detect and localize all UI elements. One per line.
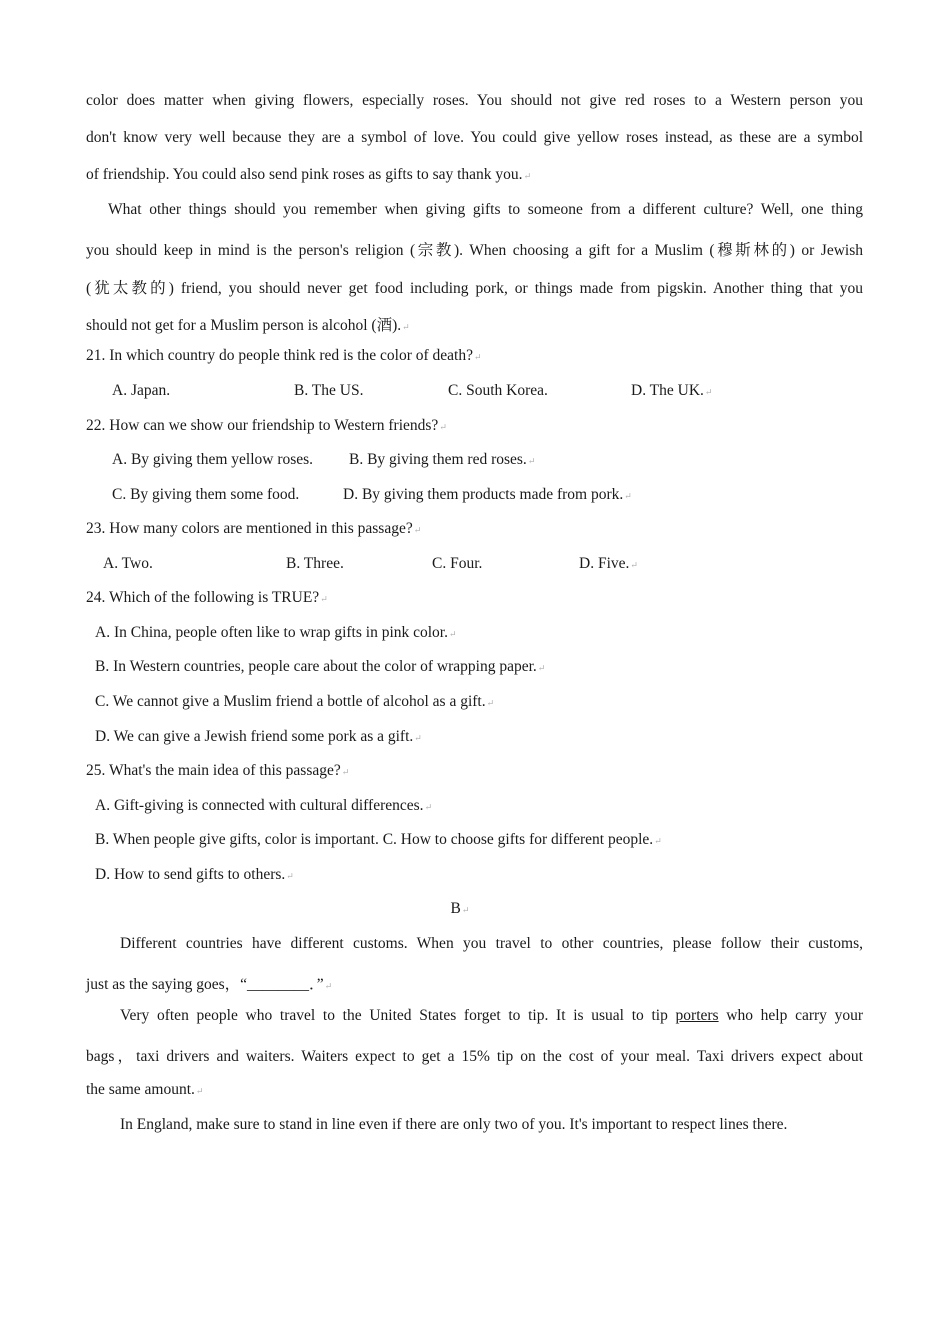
q25-option-b-c-text: B. When people give gifts, color is important. C. How to choose gifts for different people. bbox=[95, 831, 654, 848]
q25-option-d-text: D. How to send gifts to others. bbox=[95, 866, 286, 883]
passage-b-heading bbox=[0, 900, 920, 918]
underlined-word: porters bbox=[675, 1007, 719, 1024]
passage-a-p2-line4-text: should not get for a Muslim person is alcohol (酒). bbox=[86, 317, 402, 334]
paragraph-mark: ↵ bbox=[537, 663, 546, 673]
q24-option-d bbox=[95, 728, 422, 746]
q24-option-c bbox=[95, 693, 494, 711]
q25-option-a-text: A. Gift-giving is connected with cultural differences. bbox=[95, 797, 424, 814]
paragraph-mark: ↵ bbox=[320, 594, 328, 604]
paragraph-mark: ↵ bbox=[473, 352, 482, 362]
q21-option-b: B. The US. bbox=[294, 382, 364, 399]
paragraph-mark: ↵ bbox=[195, 1086, 204, 1096]
paragraph-mark: ↵ bbox=[324, 981, 333, 991]
passage-a-p2-line3: (犹太教的) friend, you should never get food including pork, or things made from pigskin. Another thing that you bbox=[86, 280, 863, 297]
paragraph-mark: ↵ bbox=[449, 629, 457, 639]
paragraph-mark: ↵ bbox=[424, 802, 433, 812]
paragraph-mark: ↵ bbox=[414, 733, 422, 743]
paragraph-mark: ↵ bbox=[527, 456, 536, 466]
q23-option-a: A. Two. bbox=[103, 555, 153, 572]
passage-a-p1-line3-text: of friendship. You could also send pink roses as gifts to say thank you. bbox=[86, 166, 523, 183]
q21-option-a: A. Japan. bbox=[112, 382, 171, 399]
question-21 bbox=[86, 347, 482, 365]
q22-option-b-text: B. By giving them red roses. bbox=[349, 451, 527, 468]
q25-option-b-c bbox=[95, 831, 662, 849]
passage-b-p3: In England, make sure to stand in line even if there are only two of you. It's important to respect lines there. bbox=[120, 1116, 788, 1133]
paragraph-mark: ↵ bbox=[341, 767, 350, 777]
passage-b-p2-line1-after: who help carry your bbox=[718, 1007, 864, 1024]
paragraph-mark: ↵ bbox=[413, 525, 422, 535]
q24-option-a bbox=[95, 624, 457, 642]
q22-option-d-text: D. By giving them products made from pork. bbox=[343, 486, 624, 503]
question-24-text: 24. Which of the following is TRUE? bbox=[86, 589, 320, 606]
question-23 bbox=[86, 520, 421, 538]
q23-option-d-text: D. Five. bbox=[579, 555, 630, 572]
question-22 bbox=[86, 417, 447, 435]
passage-b-p1-line2-text: just as the saying goes，“________．” bbox=[86, 976, 324, 993]
q24-option-b-text: B. In Western countries, people care about the color of wrapping paper. bbox=[95, 658, 537, 675]
q21-option-d bbox=[631, 382, 712, 400]
passage-b-p2-line3-text: the same amount. bbox=[86, 1081, 195, 1098]
passage-a-p1-line2: don't know very well because they are a symbol of love. You could give yellow roses instead, as these are a symbol bbox=[86, 129, 863, 146]
paragraph-mark: ↵ bbox=[286, 871, 294, 881]
paragraph-mark: ↵ bbox=[461, 905, 470, 915]
q22-option-c: C. By giving them some food. bbox=[112, 486, 300, 503]
paragraph-mark: ↵ bbox=[523, 171, 532, 181]
paragraph-mark: ↵ bbox=[704, 387, 713, 397]
q22-option-a: A. By giving them yellow roses. bbox=[112, 451, 314, 468]
q24-option-d-text: D. We can give a Jewish friend some pork as a gift. bbox=[95, 728, 414, 745]
passage-b-p2-line3 bbox=[86, 1081, 203, 1099]
passage-a-p1-line3 bbox=[86, 166, 531, 184]
paragraph-mark: ↵ bbox=[486, 698, 495, 708]
q25-option-d bbox=[95, 866, 294, 884]
q23-option-b: B. Three. bbox=[286, 555, 344, 572]
passage-a-p2-line2: you should keep in mind is the person's religion (宗教). When choosing a gift for a Muslim (穆斯林的) or Jewish bbox=[86, 242, 863, 259]
q24-option-b bbox=[95, 658, 545, 676]
question-22-text: 22. How can we show our friendship to Western friends? bbox=[86, 417, 439, 434]
passage-b-p2-line1 bbox=[120, 1007, 863, 1025]
question-25-text: 25. What's the main idea of this passage? bbox=[86, 762, 341, 779]
question-23-text: 23. How many colors are mentioned in this passage? bbox=[86, 520, 413, 537]
q24-option-a-text: A. In China, people often like to wrap gifts in pink color. bbox=[95, 624, 448, 641]
q25-option-a bbox=[95, 797, 432, 815]
q22-option-d bbox=[343, 486, 632, 504]
passage-a-p2-line1: What other things should you remember when giving gifts to someone from a different culture? Well, one thing bbox=[108, 201, 863, 218]
passage-b-heading-text: B bbox=[450, 900, 461, 917]
q21-option-c: C. South Korea. bbox=[448, 382, 548, 399]
q23-option-d bbox=[579, 555, 638, 573]
question-21-text: 21. In which country do people think red is the color of death? bbox=[86, 347, 473, 364]
passage-b-p1-line1: Different countries have different customs. When you travel to other countries, please follow their customs, bbox=[120, 935, 863, 952]
passage-b-p2-line2: bags，taxi drivers and waiters. Waiters expect to get a 15% tip on the cost of your meal. Taxi drivers expect about bbox=[86, 1048, 863, 1065]
q21-option-d-text: D. The UK. bbox=[631, 382, 704, 399]
question-24 bbox=[86, 589, 328, 607]
passage-b-p1-line2 bbox=[86, 972, 332, 994]
paragraph-mark: ↵ bbox=[654, 836, 662, 846]
passage-b-p2-line1-before: Very often people who travel to the United States forget to tip. It is usual to tip bbox=[120, 1007, 676, 1024]
paragraph-mark: ↵ bbox=[439, 422, 447, 432]
paragraph-mark: ↵ bbox=[630, 560, 638, 570]
paragraph-mark: ↵ bbox=[624, 491, 632, 501]
passage-a-p1-line1: color does matter when giving flowers, especially roses. You should not give red roses to a Western person you bbox=[86, 92, 863, 109]
paragraph-mark: ↵ bbox=[402, 322, 410, 332]
passage-a-p2-line4 bbox=[86, 313, 410, 335]
question-25 bbox=[86, 762, 349, 780]
q23-option-c: C. Four. bbox=[432, 555, 483, 572]
q24-option-c-text: C. We cannot give a Muslim friend a bottle of alcohol as a gift. bbox=[95, 693, 486, 710]
q22-option-b bbox=[349, 451, 535, 469]
